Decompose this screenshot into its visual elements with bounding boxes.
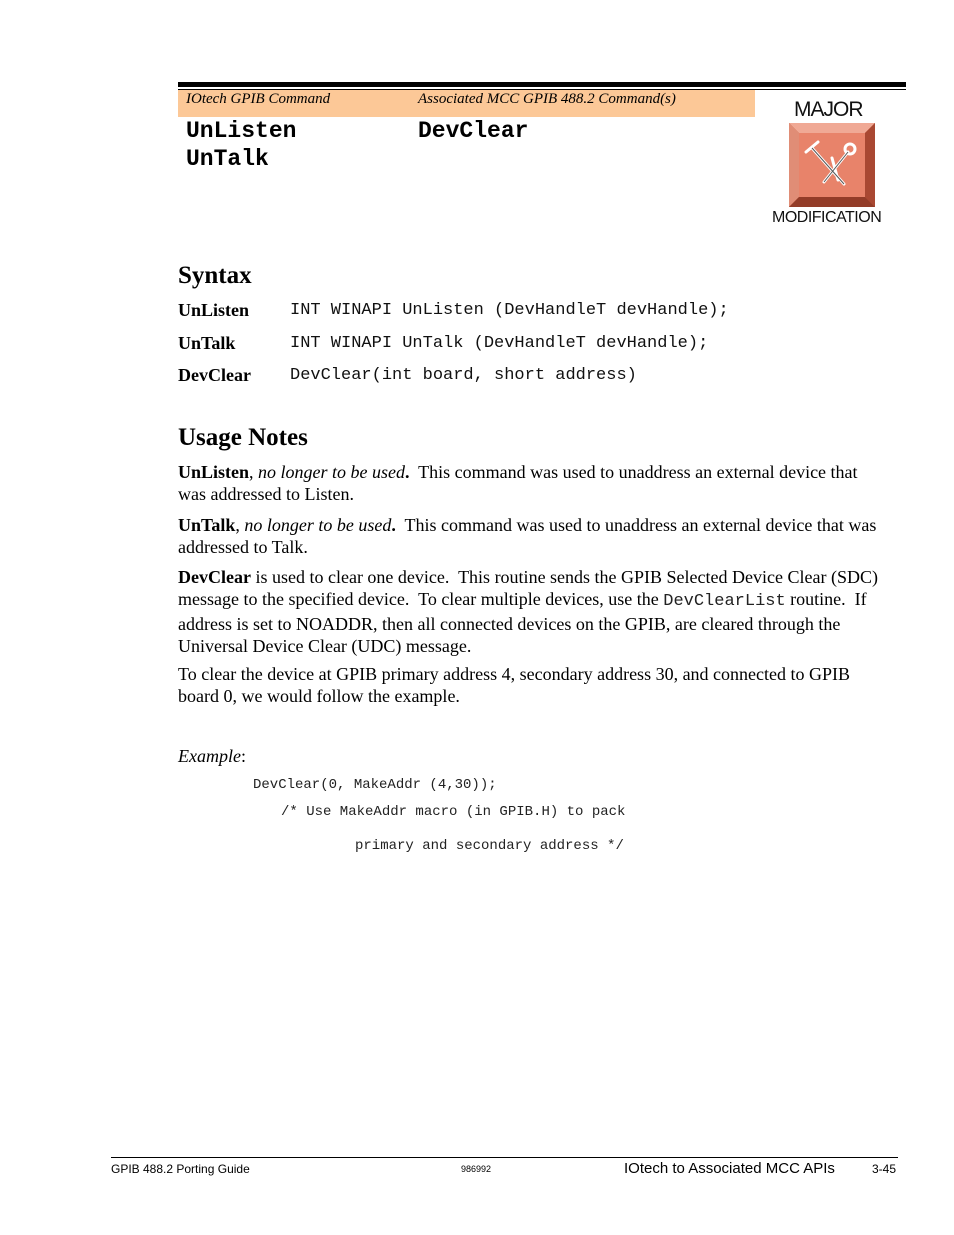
header-top-rule (178, 82, 906, 87)
syntax-label-untalk: UnTalk (178, 333, 236, 353)
footer-rule (111, 1157, 898, 1158)
syntax-code-untalk: INT WINAPI UnTalk (DevHandleT devHandle); (290, 334, 709, 353)
mcc-command-column-label: Associated MCC GPIB 488.2 Command(s) (418, 91, 676, 107)
syntax-heading: Syntax (178, 262, 252, 289)
example-code-line-2: /* Use MakeAddr macro (in GPIB.H) to pack (281, 804, 626, 820)
syntax-code-unlisten: INT WINAPI UnListen (DevHandleT devHandle); (290, 301, 729, 320)
devclearlist-code: DevClearList (663, 592, 786, 611)
syntax-label-unlisten: UnListen (178, 300, 250, 320)
unlisten-term: UnListen (178, 462, 250, 482)
iotech-command-unlisten: UnListen (186, 118, 297, 144)
example-intro-paragraph: To clear the device at GPIB primary address 4, secondary address 30, and connected to GPIB board 0, we would follow the example. (178, 664, 851, 706)
deprecated-note: no longer to be used (258, 462, 405, 482)
example-code-line-3: primary and secondary address */ (355, 838, 624, 854)
example-code-line-1: DevClear(0, MakeAddr (4,30)); (253, 777, 497, 793)
badge-top-text: MAJOR (794, 98, 863, 121)
iotech-command-untalk: UnTalk (186, 146, 269, 172)
example-label: Example: (178, 746, 246, 766)
usage-note-devclear: DevClear is used to clear one device. This routine sends the GPIB Selected Device Clear (SDC) message to the specified device. To clear multiple devices, use the DevClearList routine. If address is set to NOADDR, then all connected devices on the GPIB, are cleared through the Universal Device Clear (UDC) message. (178, 567, 883, 656)
tools-icon (788, 122, 876, 208)
devclear-term: DevClear (178, 567, 251, 587)
usage-note-unlisten: UnListen, no longer to be used. This command was used to unaddress an external device that was addressed to Listen. (178, 462, 863, 504)
deprecated-note: no longer to be used (244, 515, 392, 535)
footer-page-number: 3-45 (872, 1162, 897, 1176)
footer-chapter-title: IOtech to Associated MCC APIs (624, 1160, 835, 1177)
footer-doc-title: GPIB 488.2 Porting Guide (111, 1162, 250, 1176)
mcc-command-devclear: DevClear (418, 118, 529, 144)
major-modification-badge (770, 98, 896, 232)
usage-notes-heading: Usage Notes (178, 424, 308, 451)
badge-bottom-text: MODIFICATION (772, 209, 882, 226)
syntax-label-devclear: DevClear (178, 365, 251, 385)
footer-doc-number: 986992 (461, 1164, 492, 1174)
iotech-command-column-label: IOtech GPIB Command (186, 91, 331, 107)
badge-box (799, 133, 865, 197)
untalk-term: UnTalk (178, 515, 236, 535)
syntax-code-devclear: DevClear(int board, short address) (290, 366, 637, 385)
usage-note-untalk: UnTalk, no longer to be used. This command was used to unaddress an external device that was addressed to Talk. (178, 515, 881, 557)
